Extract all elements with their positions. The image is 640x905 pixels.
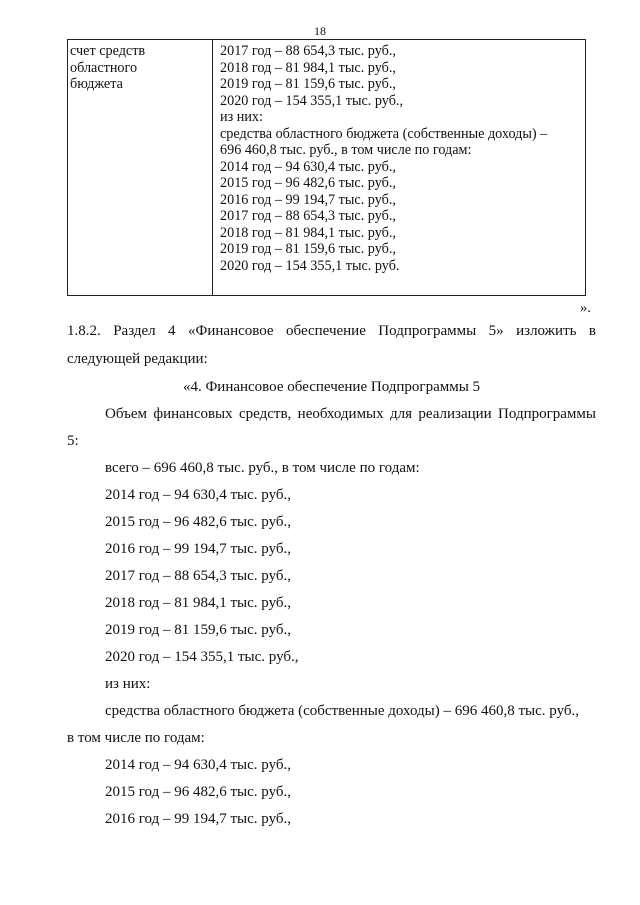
cell-text-line: 2019 год – 81 159,6 тыс. руб., bbox=[220, 241, 396, 257]
year-amount-line: 2018 год – 81 984,1 тыс. руб., bbox=[105, 595, 292, 611]
year-amount-line: 2017 год – 88 654,3 тыс. руб., bbox=[105, 568, 292, 584]
closing-quote: ». bbox=[580, 300, 591, 316]
of-them-label: из них: bbox=[105, 676, 151, 692]
funding-table bbox=[67, 39, 586, 296]
cell-text-line: 2018 год – 81 984,1 тыс. руб., bbox=[220, 59, 396, 76]
volume-paragraph-line: 5: bbox=[67, 433, 79, 449]
cell-text-line: 2019 год – 81 159,6 тыс. руб., bbox=[220, 76, 396, 92]
cell-text-line: 2018 год – 81 984,1 тыс. руб., bbox=[220, 224, 396, 241]
year-amount-line: 2020 год – 154 355,1 тыс. руб., bbox=[105, 649, 299, 665]
cell-text-line: 696 460,8 тыс. руб., в том числе по годам: bbox=[220, 142, 472, 158]
cell-text-line: бюджета bbox=[70, 76, 123, 92]
year-amount-line: 2014 год – 94 630,4 тыс. руб., bbox=[105, 757, 292, 773]
cell-text-line: 2020 год – 154 355,1 тыс. руб., bbox=[220, 92, 404, 109]
funding-amounts-cell bbox=[213, 40, 586, 296]
cell-text-line: 2017 год – 88 654,3 тыс. руб., bbox=[220, 208, 396, 224]
table-row bbox=[68, 40, 586, 296]
cell-text-line: 2017 год – 88 654,3 тыс. руб., bbox=[220, 43, 396, 59]
funding-source-cell bbox=[68, 40, 213, 296]
amendment-paragraph-line: 1.8.2. Раздел 4 «Финансовое обеспечение Подпрограммы 5» изложить в bbox=[67, 323, 596, 339]
year-amount-line: 2016 год – 99 194,7 тыс. руб., bbox=[105, 811, 292, 827]
regional-budget-line: в том числе по годам: bbox=[67, 730, 205, 746]
year-amount-line: 2016 год – 99 194,7 тыс. руб., bbox=[105, 541, 292, 557]
cell-text-line: 2020 год – 154 355,1 тыс. руб. bbox=[220, 257, 400, 274]
page-number: 18 bbox=[314, 24, 326, 38]
year-amount-line: 2015 год – 96 482,6 тыс. руб., bbox=[105, 784, 292, 800]
cell-text-line: 2015 год – 96 482,6 тыс. руб., bbox=[220, 175, 396, 191]
total-amount-line: всего – 696 460,8 тыс. руб., в том числе по годам: bbox=[105, 460, 420, 476]
cell-text-line: из них: bbox=[220, 109, 263, 125]
section-heading: «4. Финансовое обеспечение Подпрограммы 5 bbox=[182, 379, 481, 395]
regional-budget-line: средства областного бюджета (собственные доходы) – 696 460,8 тыс. руб., bbox=[105, 703, 580, 719]
cell-text-line: 2014 год – 94 630,4 тыс. руб., bbox=[220, 158, 396, 175]
volume-paragraph-line: Объем финансовых средств, необходимых для реализации Подпрограммы bbox=[105, 406, 596, 422]
cell-text-line: областного bbox=[70, 59, 138, 76]
cell-text-line: средства областного бюджета (собственные доходы) – bbox=[220, 125, 548, 142]
year-amount-line: 2015 год – 96 482,6 тыс. руб., bbox=[105, 514, 292, 530]
cell-text-line: 2016 год – 99 194,7 тыс. руб., bbox=[220, 191, 396, 208]
year-amount-line: 2014 год – 94 630,4 тыс. руб., bbox=[105, 487, 292, 503]
amendment-paragraph-line: следующей редакции: bbox=[67, 351, 208, 367]
cell-text-line: счет средств bbox=[70, 43, 146, 59]
year-amount-line: 2019 год – 81 159,6 тыс. руб., bbox=[105, 622, 292, 638]
